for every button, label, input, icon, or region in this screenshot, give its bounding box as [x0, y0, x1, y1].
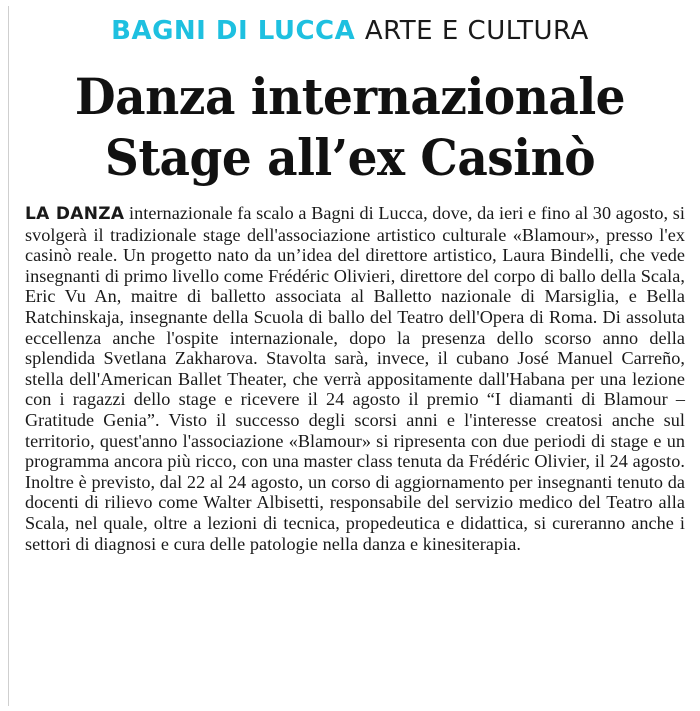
headline-line-2: Stage all’ex Casinò — [104, 129, 596, 188]
article-lead: LA DANZA — [25, 204, 125, 224]
article-body — [25, 203, 685, 554]
kicker-place: BAGNI DI LUCCA — [111, 16, 365, 46]
headline — [0, 68, 700, 190]
kicker — [0, 14, 700, 48]
headline-line-1: Danza internazionale — [74, 69, 626, 127]
article-text: internazionale fa scalo a Bagni di Lucca, dove, da ieri e fino al 30 agosto, si svolgerà il tradizionale stage dell'associazione artistico culturale «Blamour», presso l'ex casinò reale. Un progetto nato da un’idea del direttore artistico, Laura Bindelli, che vede insegnanti di primo livello come Frédéric Olivieri, direttore del corpo di ballo della Scala, Eric Vu An, maitre di balletto associata al Balletto nazionale di Marsiglia, e Bella Ratchinskaja, insegnante della Scuola di ballo del Teatro dell'Opera di Roma. Di assoluta eccellenza anche l'ospite internazionale, dopo la presenza dello scorso anno della splendida Svetlana Zakharova. Stavolta sarà, invece, il cubano José Manuel Carreño, stella dell'American Ballet Theater, che verrà appositamente dall'Habana per una lezione con i ragazzi dello stage e ricevere il 24 agosto il premio “I diamanti di Blamour – Gratitude Genia”. Visto il successo degli scorsi anni e l'interesse creatosi anche sul territorio, quest'anno l'associazione «Blamour» si ripresenta con due periodi di stage e un programma ancora più ricco, con una master class tenuta da Frédéric Olivier, il 24 agosto. Inoltre è previsto, dal 22 al 24 agosto, un corso di aggiornamento per insegnanti tenuto da docenti di rilievo come Walter Albisetti, responsabile del servizio medico del Teatro alla Scala, nel quale, oltre a lezioni di tecnica, propedeutica e didattica, si cureranno anche i settori di diagnosi e cura delle patologie nella danza e kinesiterapia. — [25, 203, 685, 554]
kicker-section: ARTE E CULTURA — [364, 16, 589, 46]
